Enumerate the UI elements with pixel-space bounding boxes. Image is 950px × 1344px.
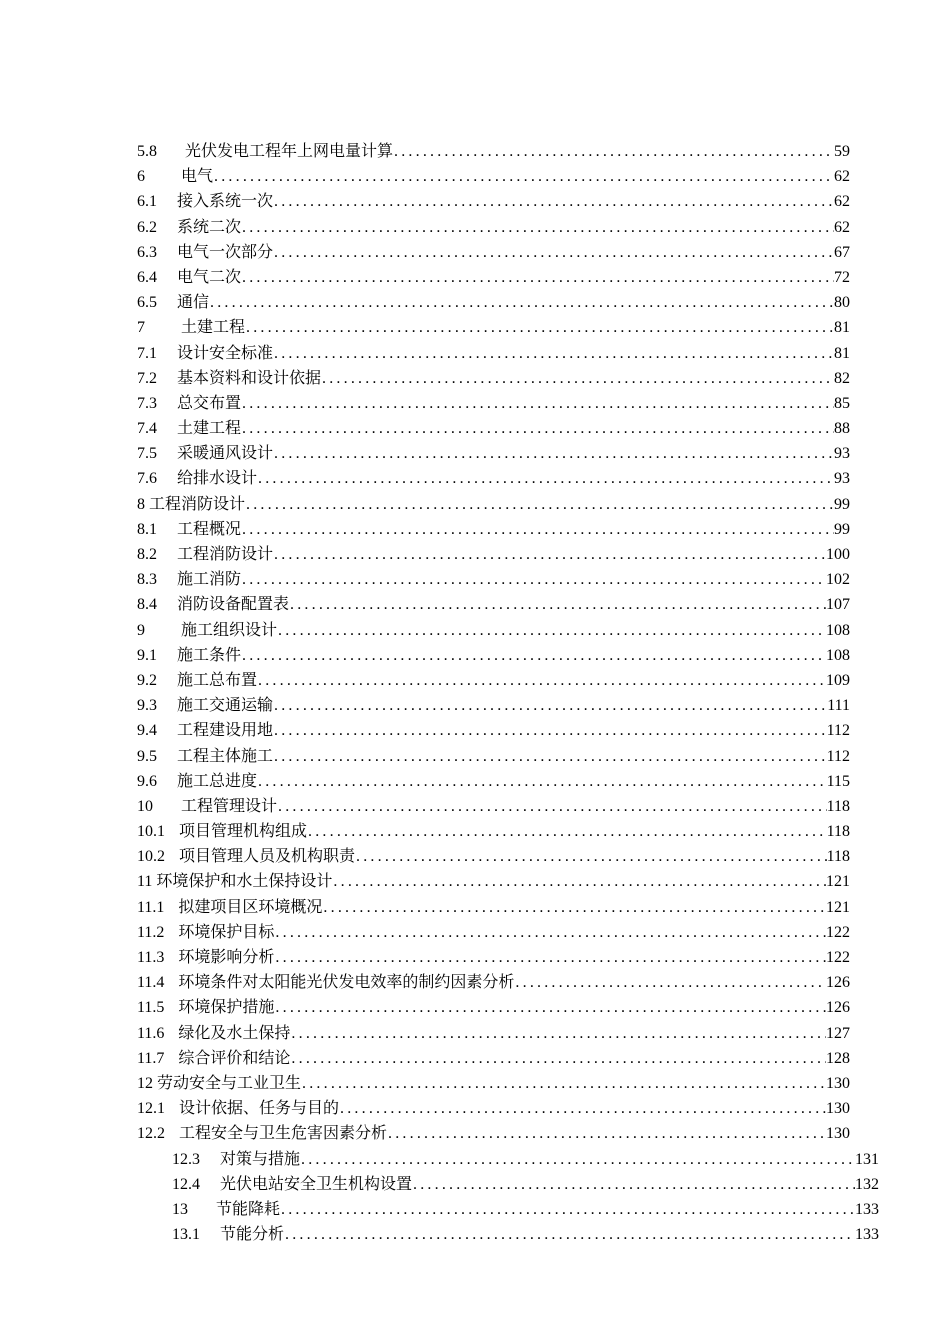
toc-entry[interactable] [0, 1222, 879, 1247]
toc-entry[interactable] [0, 869, 850, 894]
dot-leader [241, 265, 834, 290]
dot-leader [274, 995, 826, 1020]
toc-entry-page-number: 121 [826, 873, 850, 891]
toc-entry-number: 6.4 [137, 268, 157, 286]
toc-entry-page-number: 80 [834, 294, 850, 312]
toc-entry[interactable] [0, 1121, 850, 1146]
toc-entry-number: 12.3 [172, 1150, 200, 1168]
toc-entry-number: 11.2 [137, 923, 165, 941]
toc-entry-title: 采暖通风设计 [177, 445, 274, 463]
toc-entry[interactable] [0, 1071, 850, 1096]
toc-entry-title: 电气一次部分 [177, 243, 274, 261]
toc-entry-number: 11.6 [137, 1024, 165, 1042]
toc-entry[interactable] [0, 618, 850, 643]
toc-entry[interactable] [0, 819, 850, 844]
toc-entry-number: 10 [137, 797, 153, 815]
toc-entry-title: 施工总进度 [177, 772, 258, 790]
dot-leader [241, 416, 834, 441]
toc-entry-page-number: 131 [855, 1150, 879, 1168]
dot-leader [280, 1197, 855, 1222]
toc-entry-number: 7 [137, 319, 145, 337]
dot-leader [273, 341, 834, 366]
toc-entry-title: 拟建项目区环境概况 [178, 898, 323, 916]
toc-entry-number: 11 [137, 873, 153, 891]
toc-entry[interactable] [0, 265, 850, 290]
toc-entry[interactable] [0, 567, 850, 592]
dot-leader [273, 744, 827, 769]
toc-entry-number: 9.1 [137, 646, 157, 664]
toc-entry[interactable] [0, 139, 850, 164]
toc-entry[interactable] [0, 970, 850, 995]
toc-entry-page-number: 130 [826, 1125, 850, 1143]
toc-entry-title: 环境保护目标 [178, 923, 275, 941]
toc-entry-title: 环境影响分析 [178, 949, 275, 966]
toc-entry[interactable] [0, 895, 850, 920]
toc-entry-number: 10.2 [137, 848, 165, 866]
toc-entry-number: 11.3 [137, 949, 165, 966]
dot-leader [332, 869, 826, 894]
toc-entry[interactable] [0, 1197, 879, 1222]
dot-leader [339, 1096, 826, 1121]
table-of-contents [0, 139, 950, 1247]
toc-entry-title: 工程管理设计 [181, 797, 278, 815]
toc-entry-page-number: 99 [834, 520, 850, 538]
toc-entry-page-number: 130 [826, 1074, 850, 1092]
toc-entry-title: 施工总布置 [177, 671, 258, 689]
toc-entry-title: 通信 [177, 294, 210, 312]
toc-entry[interactable] [0, 668, 850, 693]
toc-entry[interactable] [0, 1172, 879, 1197]
toc-entry-title: 接入系统一次 [177, 193, 274, 211]
dot-leader [241, 643, 826, 668]
toc-entry-page-number: 81 [834, 344, 850, 362]
toc-entry-number: 9.2 [137, 671, 157, 689]
toc-entry-title: 工程主体施工 [177, 747, 274, 765]
toc-entry-title: 施工组织设计 [181, 621, 278, 639]
toc-entry-number: 7.4 [137, 420, 157, 438]
toc-entry-title: 对策与措施 [220, 1150, 301, 1168]
toc-entry-number: 11.7 [137, 1049, 165, 1067]
toc-entry[interactable] [0, 693, 850, 718]
toc-entry-title: 消防设备配置表 [177, 596, 290, 614]
toc-entry-page-number: 127 [826, 1024, 850, 1042]
toc-entry[interactable] [0, 1147, 879, 1172]
toc-entry[interactable] [0, 315, 850, 340]
toc-entry[interactable] [0, 517, 850, 542]
toc-entry-number: 11.1 [137, 898, 165, 916]
toc-entry-page-number: 111 [827, 697, 850, 715]
toc-entry-page-number: 67 [834, 243, 850, 261]
toc-entry-number: 9 [137, 621, 145, 639]
toc-entry-page-number: 108 [826, 621, 850, 639]
toc-entry-page-number: 93 [834, 470, 850, 488]
dot-leader [273, 189, 834, 214]
toc-entry-page-number: 72 [834, 268, 850, 286]
toc-entry-page-number: 100 [826, 546, 850, 563]
toc-entry[interactable] [0, 215, 850, 240]
dot-leader [257, 668, 826, 693]
toc-entry-number: 12.4 [172, 1175, 200, 1193]
toc-entry-title: 环境保护和水土保持设计 [156, 873, 333, 891]
dot-leader [241, 391, 834, 416]
dot-leader [289, 592, 826, 617]
dot-leader [241, 215, 834, 240]
toc-entry-title: 节能降耗 [216, 1200, 281, 1218]
toc-entry-number: 9.6 [137, 772, 157, 790]
toc-entry-number: 11.4 [137, 974, 165, 992]
dot-leader [277, 794, 827, 819]
toc-entry[interactable] [0, 1021, 850, 1046]
toc-entry-number: 8.1 [137, 520, 157, 538]
dot-leader [393, 139, 834, 164]
toc-entry-page-number: 62 [834, 168, 850, 186]
dot-leader [257, 769, 827, 794]
toc-entry-number: 6.3 [137, 243, 157, 261]
dot-leader [245, 492, 834, 517]
toc-entry-title: 施工条件 [177, 646, 242, 664]
toc-entry-title: 土建工程 [177, 420, 242, 438]
toc-entry-number: 6.2 [137, 218, 157, 236]
dot-leader [277, 618, 826, 643]
dot-leader [290, 1021, 826, 1046]
toc-entry-number: 5.8 [137, 143, 157, 160]
toc-entry-page-number: 130 [826, 1100, 850, 1118]
dot-leader [284, 1222, 855, 1247]
toc-entry-page-number: 109 [826, 671, 850, 689]
dot-leader [514, 970, 826, 995]
toc-entry-page-number: 118 [826, 797, 850, 815]
toc-entry-page-number: 122 [826, 923, 850, 941]
toc-entry[interactable] [0, 920, 850, 945]
toc-entry-title: 给排水设计 [177, 470, 258, 488]
dot-leader [355, 844, 827, 869]
toc-entry-page-number: 126 [826, 999, 850, 1017]
toc-entry-title: 系统二次 [177, 218, 242, 236]
toc-entry-page-number: 81 [834, 319, 850, 337]
toc-entry-title: 基本资料和设计依据 [177, 369, 322, 387]
toc-entry-number: 8 [137, 495, 145, 513]
dot-leader [273, 542, 826, 567]
toc-entry-number: 12 [137, 1074, 153, 1092]
toc-entry-page-number: 115 [826, 772, 850, 790]
toc-entry[interactable] [0, 240, 850, 265]
toc-entry-number: 7.1 [137, 344, 157, 362]
toc-entry-page-number: 133 [855, 1226, 879, 1244]
dot-leader [387, 1121, 826, 1146]
toc-entry-page-number: 88 [834, 420, 850, 438]
dot-leader [307, 819, 827, 844]
toc-entry[interactable] [0, 769, 850, 794]
toc-entry-title: 土建工程 [181, 319, 246, 337]
dot-leader [241, 517, 834, 542]
dot-leader [321, 366, 834, 391]
toc-entry[interactable] [0, 164, 850, 189]
toc-entry-title: 施工消防 [177, 571, 242, 589]
toc-entry-number: 6.5 [137, 294, 157, 312]
dot-leader [209, 290, 834, 315]
toc-entry-number: 7.3 [137, 394, 157, 412]
toc-entry-title: 施工交通运输 [177, 697, 274, 715]
toc-entry-number: 12.2 [137, 1125, 165, 1143]
dot-leader [273, 441, 834, 466]
toc-entry-title: 电气二次 [177, 268, 242, 286]
toc-entry-page-number: 112 [826, 747, 850, 765]
toc-entry-page-number: 102 [826, 571, 850, 589]
toc-entry-title: 工程安全与卫生危害因素分析 [179, 1125, 388, 1143]
toc-entry-title: 工程消防设计 [177, 546, 274, 563]
toc-entry-number: 7.5 [137, 445, 157, 463]
toc-entry-page-number: 59 [834, 143, 850, 160]
toc-entry-number: 9.3 [137, 697, 157, 715]
toc-entry-title: 环境条件对太阳能光伏发电效率的制约因素分析 [178, 974, 515, 992]
toc-entry-page-number: 62 [834, 193, 850, 211]
toc-entry[interactable] [0, 466, 850, 491]
toc-entry[interactable] [0, 366, 850, 391]
toc-entry-title: 总交布置 [177, 394, 242, 412]
toc-entry-title: 综合评价和结论 [178, 1049, 291, 1067]
toc-entry[interactable] [0, 341, 850, 366]
dot-leader [274, 945, 826, 970]
toc-entry-page-number: 62 [834, 218, 850, 236]
toc-entry-number: 10.1 [137, 823, 165, 841]
toc-entry-page-number: 118 [826, 823, 850, 841]
toc-entry-page-number: 132 [855, 1175, 879, 1193]
toc-entry-title: 光伏电站安全卫生机构设置 [220, 1175, 413, 1193]
toc-entry[interactable] [0, 995, 850, 1020]
dot-leader [273, 693, 827, 718]
dot-leader [301, 1071, 826, 1096]
toc-entry-title: 劳动安全与工业卫生 [157, 1074, 302, 1092]
toc-entry[interactable] [0, 844, 850, 869]
toc-entry[interactable] [0, 1046, 850, 1071]
toc-entry-title: 环境保护措施 [178, 999, 275, 1017]
toc-entry-title: 绿化及水土保持 [178, 1024, 291, 1042]
dot-leader [213, 164, 834, 189]
toc-entry[interactable] [0, 592, 850, 617]
toc-entry[interactable] [0, 416, 850, 441]
toc-entry-title: 设计安全标准 [177, 344, 274, 362]
dot-leader [290, 1046, 826, 1071]
toc-entry-title: 光伏发电工程年上网电量计算 [185, 143, 394, 160]
toc-entry[interactable] [0, 744, 850, 769]
toc-entry-title: 节能分析 [220, 1226, 285, 1244]
toc-entry[interactable] [0, 542, 850, 567]
toc-entry-title: 项目管理人员及机构职责 [179, 848, 356, 866]
toc-entry[interactable] [0, 1096, 850, 1121]
toc-entry[interactable] [0, 794, 850, 819]
toc-entry-number: 13 [172, 1200, 188, 1218]
toc-entry-page-number: 107 [826, 596, 850, 614]
toc-entry-page-number: 128 [826, 1049, 850, 1067]
toc-entry[interactable] [0, 643, 850, 668]
toc-entry-page-number: 126 [826, 974, 850, 992]
dot-leader [257, 466, 834, 491]
toc-entry-title: 项目管理机构组成 [179, 823, 308, 841]
dot-leader [412, 1172, 855, 1197]
toc-entry-number: 6 [137, 168, 145, 186]
dot-leader [273, 718, 827, 743]
toc-entry-title: 工程建设用地 [177, 722, 274, 740]
toc-entry-page-number: 133 [855, 1200, 879, 1218]
dot-leader [300, 1147, 855, 1172]
toc-entry[interactable] [0, 945, 850, 970]
toc-entry-title: 电气 [181, 168, 214, 186]
toc-entry-number: 9.4 [137, 722, 157, 740]
dot-leader [245, 315, 834, 340]
toc-entry-page-number: 85 [834, 394, 850, 412]
toc-entry[interactable] [0, 441, 850, 466]
toc-entry-number: 13.1 [172, 1226, 200, 1244]
toc-entry[interactable] [0, 718, 850, 743]
toc-entry-number: 8.3 [137, 571, 157, 589]
toc-entry-page-number: 99 [834, 495, 850, 513]
toc-entry-number: 11.5 [137, 999, 165, 1017]
toc-entry-number: 6.1 [137, 193, 157, 211]
toc-entry-page-number: 118 [826, 848, 850, 866]
dot-leader [274, 920, 826, 945]
toc-entry-page-number: 122 [826, 949, 850, 966]
toc-entry[interactable] [0, 290, 850, 315]
dot-leader [241, 567, 826, 592]
toc-entry-number: 7.2 [137, 369, 157, 387]
toc-entry-title: 工程概况 [177, 520, 242, 538]
toc-entry[interactable] [0, 492, 850, 517]
toc-entry-number: 12.1 [137, 1100, 165, 1118]
toc-entry-page-number: 82 [834, 369, 850, 387]
toc-entry-title: 工程消防设计 [149, 495, 246, 513]
toc-entry-number: 9.5 [137, 747, 157, 765]
toc-entry-page-number: 121 [826, 898, 850, 916]
toc-entry-page-number: 108 [826, 646, 850, 664]
toc-entry[interactable] [0, 189, 850, 214]
dot-leader [273, 240, 834, 265]
toc-entry-title: 设计依据、任务与目的 [179, 1100, 340, 1118]
toc-entry-page-number: 93 [834, 445, 850, 463]
toc-entry-page-number: 112 [826, 722, 850, 740]
toc-entry[interactable] [0, 391, 850, 416]
toc-entry-number: 8.2 [137, 546, 157, 563]
toc-entry-number: 8.4 [137, 596, 157, 614]
toc-entry-number: 7.6 [137, 470, 157, 488]
dot-leader [322, 895, 826, 920]
